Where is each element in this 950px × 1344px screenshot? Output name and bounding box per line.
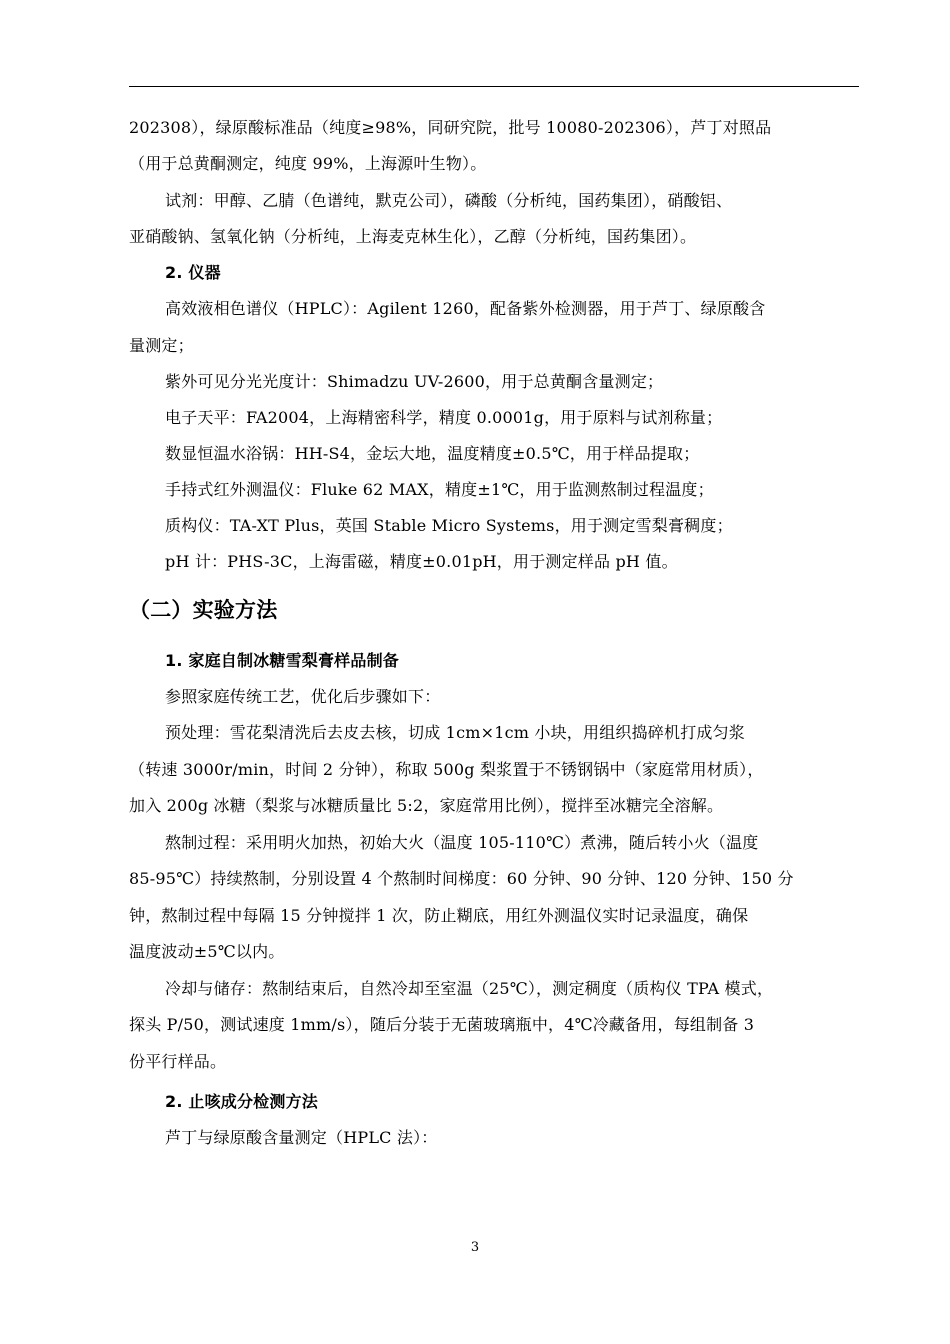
text-line: 冷却与储存：熬制结束后，自然冷却至室温（25℃），测定稠度（质构仪 TPA 模式，	[165, 979, 774, 998]
text-line: 加入 200g 冰糖（梨浆与冰糖质量比 5:2，家庭常用比例），搅拌至冰糖完全溶解。	[129, 796, 724, 815]
text-line: 熬制过程：采用明火加热，初始大火（温度 105-110℃）煮沸，随后转小火（温度	[165, 833, 759, 852]
text-line: 预处理：雪花梨清洗后去皮去核，切成 1cm×1cm 小块，用组织捣碎机打成匀浆	[165, 723, 746, 742]
text-line: 质构仪：TA-XT Plus，英国 Stable Micro Systems，用于测定雪梨膏稠度；	[165, 516, 733, 535]
text-line: 高效液相色谱仪（HPLC）：Agilent 1260，配备紫外检测器，用于芦丁、绿原酸含	[165, 299, 766, 318]
text-line: 芦丁与绿原酸含量测定（HPLC 法）：	[165, 1128, 438, 1147]
text-line: 紫外可见分光光度计：Shimadzu UV-2600，用于总黄酮含量测定；	[165, 372, 664, 391]
chapter-heading: （二）实验方法	[129, 598, 278, 622]
text-line: （用于总黄酮测定，纯度 99%，上海源叶生物）。	[129, 154, 487, 173]
page-number: 3	[470, 1240, 480, 1255]
section-heading: 2. 止咳成分检测方法	[165, 1092, 318, 1111]
header-rule	[129, 86, 859, 87]
section-heading: 2. 仪器	[165, 263, 221, 282]
text-line: 量测定；	[129, 336, 194, 355]
text-line: 参照家庭传统工艺，优化后步骤如下：	[165, 687, 441, 706]
text-line: pH 计：PHS-3C，上海雷磁，精度±0.01pH，用于测定样品 pH 值。	[165, 552, 678, 571]
text-line: 份平行样品。	[129, 1052, 227, 1071]
text-line: 探头 P/50，测试速度 1mm/s），随后分装于无菌玻璃瓶中，4℃冷藏备用，每组制备 3	[129, 1015, 755, 1034]
text-line: 85-95℃）持续熬制，分别设置 4 个熬制时间梯度：60 分钟、90 分钟、120 分钟、150 分	[129, 869, 794, 888]
text-line: 电子天平：FA2004，上海精密科学，精度 0.0001g，用于原料与试剂称量；	[165, 408, 723, 427]
text-line: （转速 3000r/min，时间 2 分钟），称取 500g 梨浆置于不锈钢锅中（家庭常用材质），	[129, 760, 764, 779]
text-line: 试剂：甲醇、乙腈（色谱纯，默克公司），磷酸（分析纯，国药集团），硝酸铝、	[165, 191, 733, 210]
text-line: 钟，熬制过程中每隔 15 分钟搅拌 1 次，防止糊底，用红外测温仪实时记录温度，确保	[129, 906, 749, 925]
text-line: 亚硝酸钠、氢氧化钠（分析纯，上海麦克林生化），乙醇（分析纯，国药集团）。	[129, 227, 697, 246]
text-line: 温度波动±5℃以内。	[129, 942, 285, 961]
text-line: 202308），绿原酸标准品（纯度≥98%，同研究院，批号 10080-202306），芦丁对照品	[129, 118, 772, 137]
section-heading: 1. 家庭自制冰糖雪梨膏样品制备	[165, 651, 399, 670]
text-line: 数显恒温水浴锅：HH-S4，金坛大地，温度精度±0.5℃，用于样品提取；	[165, 444, 700, 463]
text-line: 手持式红外测温仪：Fluke 62 MAX，精度±1℃，用于监测熬制过程温度；	[165, 480, 714, 499]
